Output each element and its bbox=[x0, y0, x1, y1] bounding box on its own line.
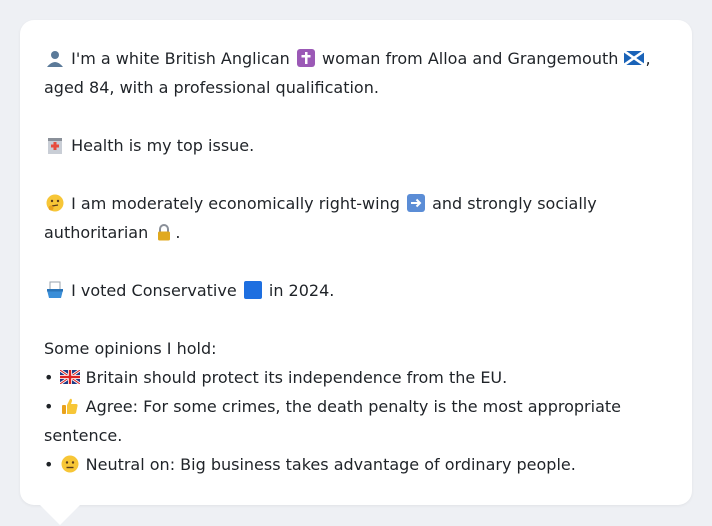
ideology-line-2 bbox=[44, 218, 674, 247]
thinking-face-icon bbox=[44, 189, 66, 218]
intro-text-a: I'm a white British Anglican bbox=[71, 49, 290, 68]
opinion-1-text: Britain should protect its independence from the EU. bbox=[85, 368, 508, 387]
persona-text bbox=[44, 44, 674, 479]
ideology-line bbox=[44, 189, 674, 218]
ideology-text-b: and strongly socially bbox=[432, 194, 597, 213]
opinions-heading: Some opinions I hold: bbox=[44, 339, 217, 358]
opinion-2-text: Agree: For some crimes, the death penalty is the most appropriate bbox=[85, 397, 621, 416]
opinion-2-line2: sentence. bbox=[44, 426, 123, 445]
blue-square-icon bbox=[242, 276, 264, 305]
neutral-face-icon bbox=[59, 450, 81, 479]
speech-bubble-tail bbox=[40, 505, 80, 525]
thumbs-up-icon bbox=[59, 392, 81, 421]
intro-text-b: woman from Alloa and Grangemouth bbox=[322, 49, 619, 68]
ideology-text-a: I am moderately economically right-wing bbox=[71, 194, 400, 213]
hospital-icon bbox=[44, 131, 66, 160]
intro-text-c: , bbox=[645, 49, 651, 68]
vote-text-a: I voted Conservative bbox=[71, 281, 237, 300]
scotland-flag-icon bbox=[623, 44, 645, 73]
opinion-3-text: Neutral on: Big business takes advantage of ordinary people. bbox=[85, 455, 576, 474]
vote-text-b: in 2024. bbox=[268, 281, 335, 300]
intro-line bbox=[44, 44, 674, 73]
persona-card bbox=[20, 20, 692, 505]
issue-text: Health is my top issue. bbox=[71, 136, 255, 155]
opinion-item bbox=[44, 450, 674, 479]
ballot-box-icon bbox=[44, 276, 66, 305]
issue-line bbox=[44, 131, 674, 160]
right-arrow-icon bbox=[405, 189, 427, 218]
opinion-item bbox=[44, 363, 674, 392]
bullet: • bbox=[44, 397, 54, 416]
locked-icon bbox=[153, 218, 175, 247]
ideology-line2-text: authoritarian bbox=[44, 223, 149, 242]
union-jack-flag-icon bbox=[59, 363, 81, 392]
vote-line bbox=[44, 276, 674, 305]
ideology-line2-end: . bbox=[175, 223, 181, 242]
bullet: • bbox=[44, 455, 54, 474]
bullet: • bbox=[44, 368, 54, 387]
bust-in-silhouette-icon bbox=[44, 44, 66, 73]
latin-cross-icon bbox=[295, 44, 317, 73]
intro-line-2: aged 84, with a professional qualification. bbox=[44, 78, 379, 97]
opinion-item bbox=[44, 392, 674, 421]
